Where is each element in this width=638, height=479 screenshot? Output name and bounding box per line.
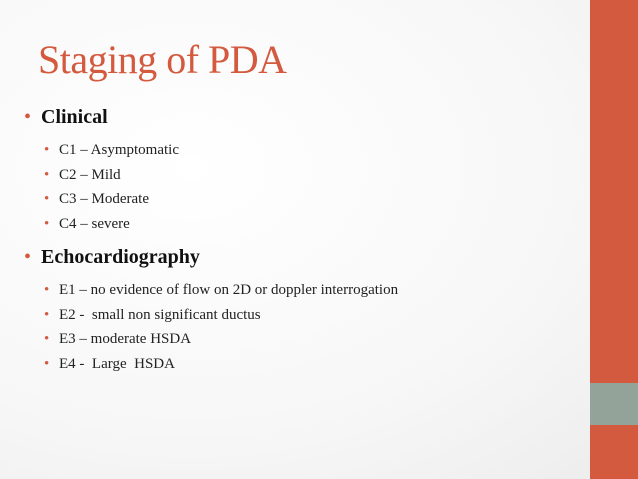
list-item (24, 212, 584, 237)
bullet-icon: • (44, 142, 50, 158)
list-item-text: C1 – Asymptomatic (59, 142, 179, 158)
bullet-icon: • (44, 331, 50, 347)
bullet-icon: • (44, 355, 50, 372)
list-item-text: E2 - small non significant ductus (59, 306, 261, 323)
list-item (24, 352, 584, 377)
list-item-text: E1 – no evidence of flow on 2D or doppler interrogation (59, 282, 399, 298)
section-heading-label: Echocardiography (41, 246, 200, 268)
side-accent-bar (590, 0, 638, 479)
bullet-icon: • (44, 166, 50, 183)
bullet-icon: • (44, 306, 50, 323)
slide-content (24, 104, 584, 376)
section-echocardiography (24, 244, 584, 376)
side-bar-bottom-segment (590, 425, 638, 479)
list-item-text: C4 – severe (59, 215, 130, 232)
list-item (24, 278, 584, 303)
list-item-text: E4 - Large HSDA (59, 355, 175, 372)
bullet-icon: • (44, 191, 50, 207)
bullet-icon: • (44, 282, 50, 298)
list-item (24, 163, 584, 188)
section-heading (24, 104, 584, 130)
bullet-icon: • (44, 215, 50, 232)
bullet-icon: • (24, 246, 32, 268)
list-item-text: C2 – Mild (59, 166, 121, 183)
list-item (24, 303, 584, 328)
list-item (24, 187, 584, 212)
slide-title: Staging of PDA (38, 37, 287, 82)
section-heading-label: Clinical (41, 106, 108, 128)
section-item-list (24, 138, 584, 236)
list-item-text: E3 – moderate HSDA (59, 331, 192, 347)
list-item (24, 138, 584, 163)
list-item-text: C3 – Moderate (59, 191, 149, 207)
side-bar-middle-segment (590, 383, 638, 425)
section-heading (24, 244, 584, 270)
section-clinical (24, 104, 584, 236)
section-item-list (24, 278, 584, 376)
list-item (24, 327, 584, 352)
bullet-icon: • (24, 106, 32, 128)
side-bar-top-segment (590, 0, 638, 383)
